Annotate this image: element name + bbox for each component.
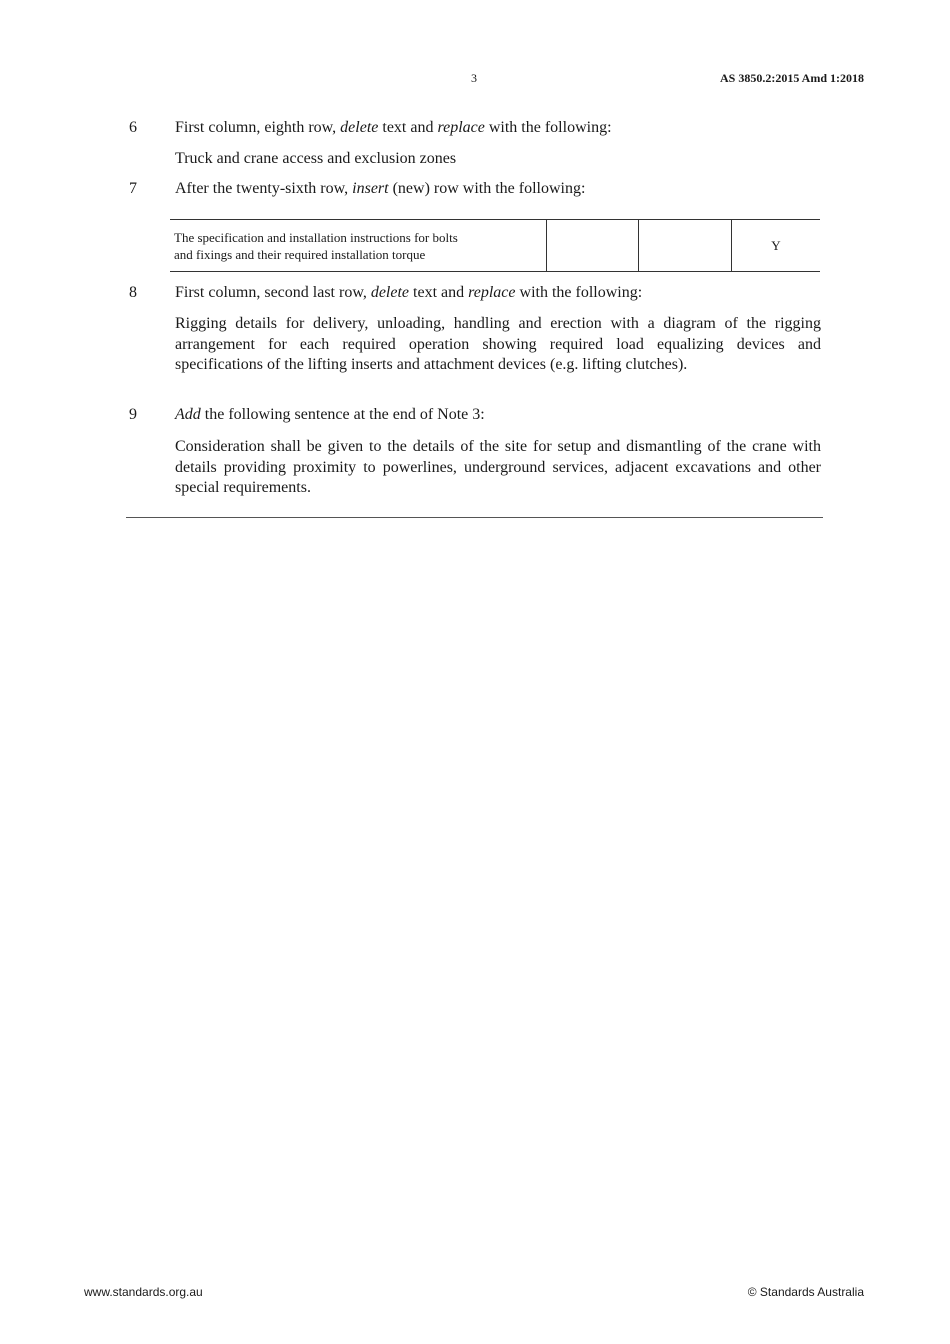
empty-cell <box>547 220 639 272</box>
item-number-9: 9 <box>129 406 137 423</box>
empty-cell <box>639 220 732 272</box>
item-8-instruction: First column, second last row, delete text and replace with the following: <box>175 284 643 301</box>
footer-copyright: © Standards Australia <box>747 1285 864 1299</box>
item-6-instruction: First column, eighth row, delete text and replace with the following: <box>175 119 612 136</box>
item-9-instruction: Add the following sentence at the end of Note 3: <box>175 406 485 423</box>
y-cell: Y <box>732 220 821 272</box>
section-divider <box>126 517 823 518</box>
item-8-replacement-text: Rigging details for delivery, unloading, handling and erection with a diagram of the rigging arrangement for each required operation showing required load equalizing devices and specifications of the lifting inserts and attachment devices (e.g. lifting clutches). <box>175 315 821 374</box>
item-9-added-sentence: Consideration shall be given to the details of the site for setup and dismantling of the crane with details providing proximity to powerlines, underground services, adjacent excavations and other special requirements. <box>175 438 821 497</box>
document-reference: AS 3850.2:2015 Amd 1:2018 <box>719 71 864 85</box>
item-number-6: 6 <box>129 119 137 136</box>
inserted-row-table <box>170 219 820 272</box>
item-number-7: 7 <box>129 180 137 197</box>
footer-website-link[interactable]: www.standards.org.au <box>84 1285 203 1299</box>
item-7-instruction: After the twenty-sixth row, insert (new) row with the following: <box>175 180 586 197</box>
page-number: 3 <box>471 71 477 85</box>
item-6-replacement-text: Truck and crane access and exclusion zones <box>175 150 457 167</box>
item-number-8: 8 <box>129 284 137 301</box>
row-description-cell: The specification and installation instructions for bolts and fixings and their required installation torque <box>170 220 547 272</box>
table-row <box>170 220 820 272</box>
